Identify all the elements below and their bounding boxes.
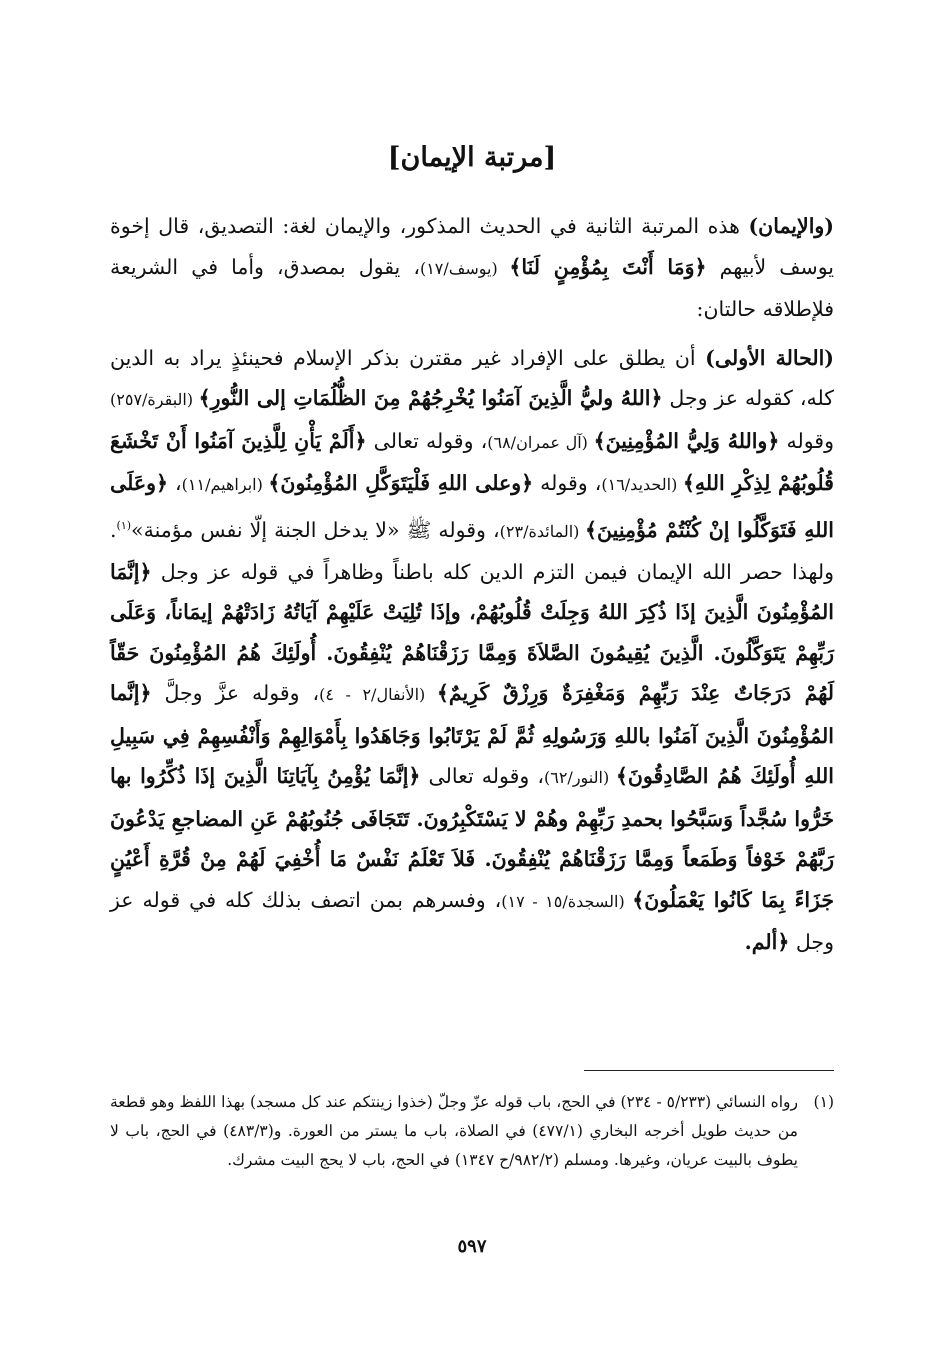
quran-ref-sajdah: (السجدة/١٥ - ١٧) [501, 891, 633, 911]
para2-text-2: وقوله [779, 428, 835, 453]
quran-ref-ibrahim: (ابراهيم/١١) [181, 475, 269, 494]
quran-verse-continued: ﴿ألم. [744, 930, 790, 955]
quran-verse-anfal: ﴿إنَّمَا المُؤْمِنُونَ الَّذِينَ إذَا ذُكِرَ اللهُ وَجِلَتْ قُلُوبُهُمْ، وإذَا تُلِيَتْ عَلَيْهِمْ آيَاتُهُ زَادَتْهُمْ إيمَاناً، وَعَلَى رَبِّهِمْ يَتَوَكَّلُونَ. الَّذِينَ يُقِيمُونَ الصَّلاَةَ وَمِمَّا رَزَقْنَاهُمْ يُنْفِقُونَ. أُولَئِكَ هُمُ المُؤْمِنُونَ حَقّاً لَهُمْ دَرَجَاتٌ عِنْدَ رَبِّهِمْ وَمَغْفِرَةٌ وَرِزْقٌ كَرِيمٌ﴾ [110, 559, 835, 706]
quran-verse-al-imran: ﴿واللهُ وَلِيُّ المُؤْمِنِينَ﴾ [593, 428, 780, 453]
para2-text-10: ، وفسرهم بمن اتصف بذلك كله في قوله عز وجل [110, 887, 834, 955]
quran-verse-maidah: ﴿وعَلَى اللهِ فَتَوَكَّلُوا إنْ كُنْتُمْ مُؤْمِنِينَ﴾ [110, 471, 834, 542]
section-title: [مرتبة الإيمان] [387, 142, 557, 173]
para2-text-1: أن يطلق على الإفراد غير مقترن بذكر الإسلام فحينئذٍ يراد به الدين كله، كقوله عز وجل [110, 345, 835, 410]
para2-text-7: . ولهذا حصر الله الإيمان فيمن التزم الدين كله باطناً وظاهراً في قوله عز وجل [110, 517, 834, 584]
paragraph-first-state [110, 338, 834, 963]
quran-ref-nur: (النور/٦٢) [543, 768, 616, 788]
quran-ref-al-imran: (آل عمران/٦٨) [487, 432, 594, 452]
quran-verse-sajdah: ﴿إنَّمَا يُؤْمِنُ بِآيَاتِنَا الَّذِينَ إذَا ذُكِّرُوا بها خَرُّوا سُجَّداً وَسَبَّحُوا بحمدِ رَبِّهِمْ وهُمْ لا يَسْتَكْبِرُونَ. تَتَجَافَى جُنُوبُهُمْ عَنِ المضاجعِ يَدْعُونَ رَبَّهُمْ خَوْفاً وَطَمَعاً وَمِمَّا رَزَقْنَاهُمْ يُنْفِقُونَ. فَلاَ تَعْلَمُ نَفْسٌ مَا أُخْفِيَ لَهُمْ مِنْ قُرَّةِ أَعْيُنٍ جَزَاءً بِمَا كَانُوا يَعْمَلُونَ﴾ [110, 764, 835, 912]
para2-text-5: ، [168, 471, 182, 495]
footnote-marker: (١) [116, 518, 132, 532]
para2-text-6: ، وقوله ﷺ [399, 517, 500, 542]
quran-verse-nur: ﴿إنَّما المُؤْمِنُونَ الَّذِينَ آمَنُوا باللهِ وَرَسُولِهِ ثُمَّ لَمْ يَرْتَابُوا وَجَاهَدُوا بِأَمْوَالِهِمْ وَأَنْفُسِهِمْ فِي سَبِيلِ اللهِ أُولَئِكَ هُمُ الصَّادِقُونَ﴾ [110, 681, 835, 789]
para1-text-2: ، يقول بمصدق، وأما في الشريعة فلإطلاقه حالتان: [110, 254, 834, 321]
paragraph-iman-definition [110, 206, 834, 330]
quran-ref-anfal: (الأنفال/٢ - ٤) [319, 685, 437, 705]
quran-ref-baqarah: (البقرة/٢٥٧) [110, 390, 199, 409]
quran-verse-ibrahim: ﴿وعلى اللهِ فَلْيَتَوَكَّلِ المُؤْمِنُونَ﴾ [268, 471, 534, 495]
hadith-quote: «لا يدخل الجنة إلّا نفس مؤمنة» [131, 517, 400, 542]
quran-ref-hadid: (الحديد/١٦) [601, 475, 683, 494]
term-iman: (والإيمان) [748, 214, 834, 238]
para2-text-4: ، وقوله [533, 471, 602, 495]
para2-text-9: ، وقوله تعالى [420, 764, 544, 789]
page-number: ٥٩٧ [457, 1236, 487, 1257]
quran-verse-baqarah: ﴿اللهُ وليُّ الَّذِينَ آمَنُوا يُخْرِجُهُمْ مِنَ الظُّلُمَاتِ إلى النُّورِ﴾ [198, 386, 663, 410]
footnote-text: رواه النسائي (٥/٢٣٣ - ٢٣٤) في الحج، باب قوله عزّ وجلّ (خذوا زينتكم عند كل مسجد) بهذا اللفظ وهو قطعة من حديث طويل أخرجه البخاري (٤٧٧/١) في الصلاة، باب ما يستر من العورة. و(٤٨٣/٣) في الحج، باب لا يطوف بالبيت عريان، وغيرها. ومسلم (٩٨٢/٢/ح ١٣٤٧) في الحج، باب لا يحج البيت مشرك. [110, 1093, 798, 1169]
quran-verse-yusuf: ﴿وَمَا أَنْتَ بِمُؤْمِنٍ لَنَا﴾ [509, 254, 707, 279]
para2-text-3: ، وقوله تعالى [366, 428, 488, 453]
footnote-number: (١) [813, 1093, 834, 1111]
quran-ref-yusuf: (يوسف/١٧) [419, 258, 510, 278]
para1-text-1: هذه المرتبة الثانية في الحديث المذكور، والإيمان لغة: التصديق، قال إخوة يوسف لأبيهم [110, 214, 834, 279]
term-first-state: (الحالة الأولى) [705, 345, 834, 370]
footnote [110, 1088, 834, 1175]
footnote-separator [584, 1070, 834, 1071]
quran-ref-maidah: (المائدة/٢٣) [499, 521, 586, 541]
para2-text-8: ، وقوله عزَّ وجلَّ [151, 681, 320, 706]
quran-verse-hadid: ﴿أَلَمْ يَأْنِ لِلَّذِينَ آمَنُوا أَنْ تَخْشَعَ قُلُوبُهُمْ لِذِكْرِ اللهِ﴾ [110, 428, 834, 495]
